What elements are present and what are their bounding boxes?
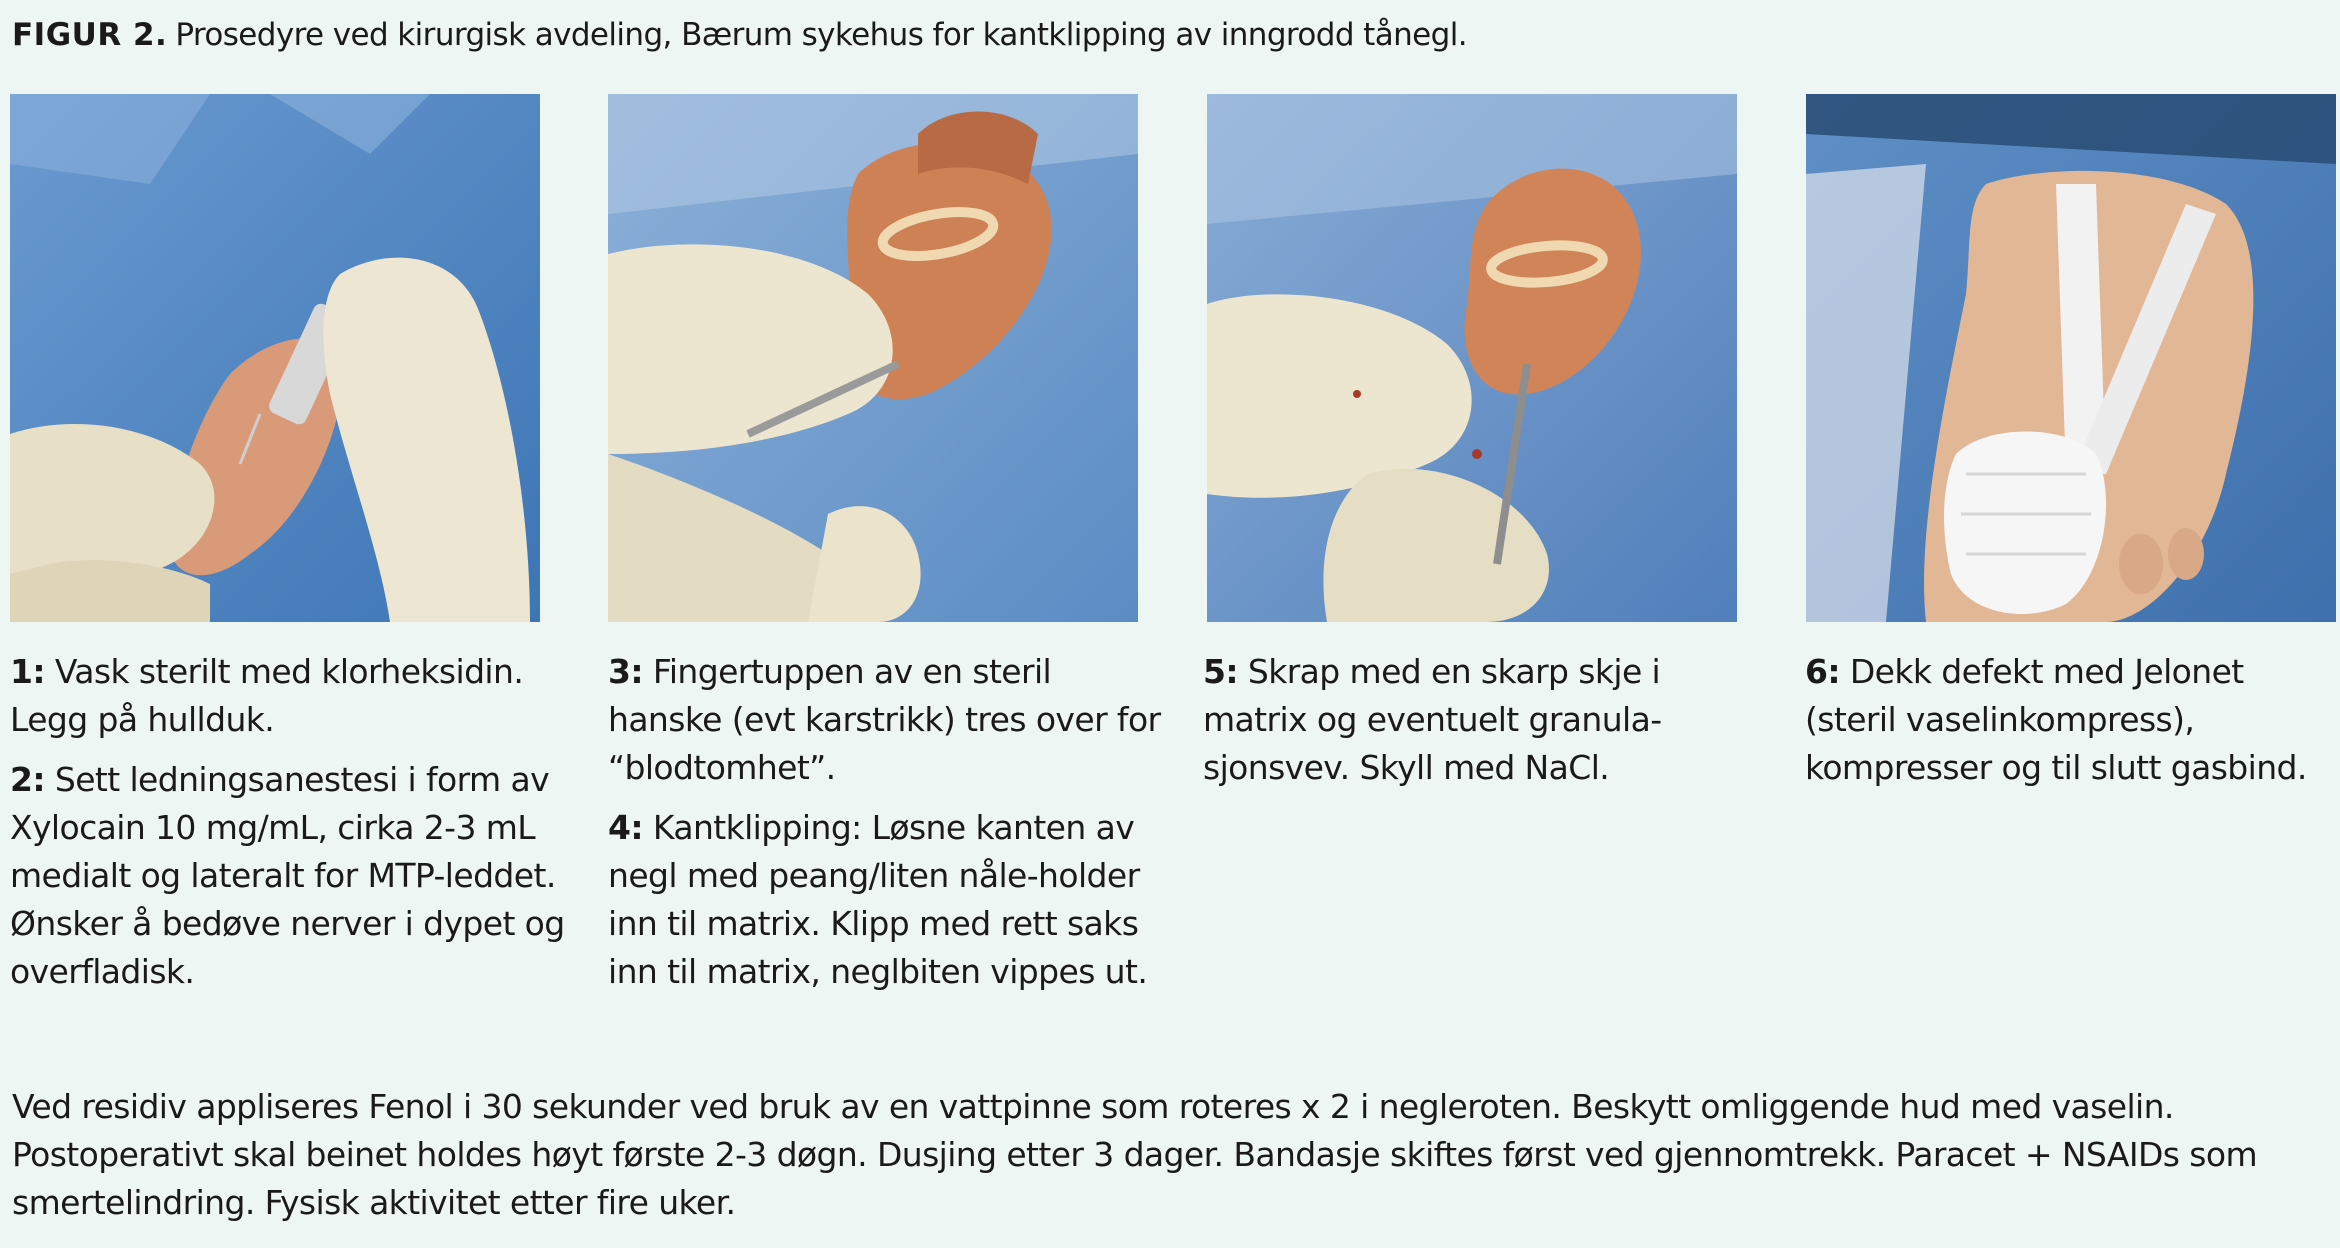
- steps-column-1: [10, 648, 570, 1008]
- step-1: [10, 648, 570, 744]
- step-number: 2:: [10, 760, 45, 799]
- step-text: Sett ledningsanestesi i form av Xylocain 10 mg/mL, cirka 2-3 mL medialt og lateralt for MTP-leddet. Ønsker å bedøve nerver i dypet og overfladisk.: [10, 760, 565, 991]
- step-2: [10, 756, 570, 996]
- footer-line-recurrence: Ved residiv appliseres Fenol i 30 sekunder ved bruk av en vattpinne som roteres x 2 i negleroten. Beskytt omliggende hud med vaselin.: [12, 1087, 2174, 1126]
- step-text: Vask sterilt med klorheksidin. Legg på hullduk.: [10, 652, 524, 739]
- step-number: 6:: [1805, 652, 1840, 691]
- figure-title: Prosedyre ved kirurgisk avdeling, Bærum sykehus for kantklipping av inngrodd tånegl.: [175, 17, 1467, 53]
- step-number: 1:: [10, 652, 45, 691]
- photo-step-1-anesthesia: [10, 94, 540, 622]
- figure-label: FIGUR 2.: [12, 17, 168, 53]
- step-6: [1805, 648, 2335, 792]
- steps-column-4: [1805, 648, 2335, 804]
- footer-line-postoperative: Postoperativt skal beinet holdes høyt første 2-3 døgn. Dusjing etter 3 dager. Bandasje skiftes først ved gjennomtrekk. Paracet + NSAIDs som smertelindring. Fysisk aktivitet etter fire uker.: [12, 1135, 2258, 1222]
- step-text: Fingertuppen av en steril hanske (evt karstrikk) tres over for “blodtomhet”.: [608, 652, 1161, 787]
- footer-notes: [12, 1083, 2312, 1227]
- steps-column-2: [608, 648, 1168, 1008]
- step-number: 5:: [1203, 652, 1238, 691]
- step-4: [608, 804, 1168, 996]
- step-number: 4:: [608, 808, 643, 847]
- step-text: Skrap med en skarp skje i matrix og eventuelt granula-sjonsvev. Skyll med NaCl.: [1203, 652, 1662, 787]
- photo-step-6-dressing: [1806, 94, 2336, 622]
- step-text: Dekk defekt med Jelonet (steril vaselinkompress), kompresser og til slutt gasbind.: [1805, 652, 2307, 787]
- photo-step-3-tourniquet: [608, 94, 1138, 622]
- step-text: Kantklipping: Løsne kanten av negl med peang/liten nåle-holder inn til matrix. Klipp med rett saks inn til matrix, neglbiten vippes ut.: [608, 808, 1148, 991]
- step-3: [608, 648, 1168, 792]
- figure-caption: [12, 14, 1467, 56]
- step-number: 3:: [608, 652, 643, 691]
- steps-column-3: [1203, 648, 1763, 804]
- step-5: [1203, 648, 1763, 792]
- photo-step-5-curettage: [1207, 94, 1737, 622]
